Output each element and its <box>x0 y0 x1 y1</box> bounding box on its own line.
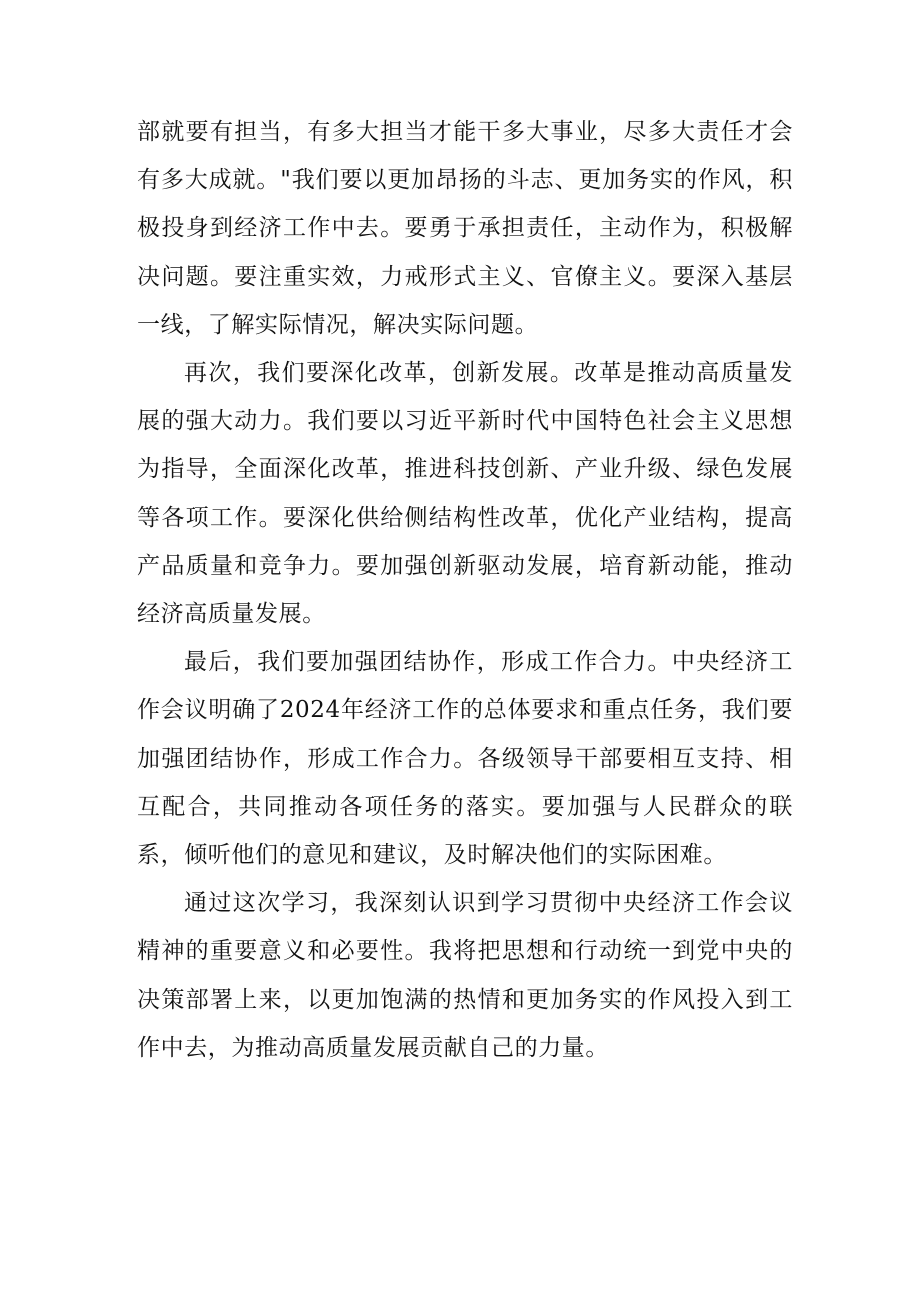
paragraph-reform: 再次，我们要深化改革，创新发展。改革是推动高质量发展的强大动力。我们要以习近平新时代中国特色社会主义思想为指导，全面深化改革，推进科技创新、产业升级、绿色发展等各项工作。要深化供给侧结构性改革，优化产业结构，提高产品质量和竞争力。要加强创新驱动发展，培育新动能，推动经济高质量发展。 <box>137 360 793 628</box>
document-body <box>137 108 793 1072</box>
paragraph-conclusion: 通过这次学习，我深刻认识到学习贯彻中央经济工作会议精神的重要意义和必要性。我将把思想和行动统一到党中央的决策部署上来，以更加饱满的热情和更加务实的作风投入到工作中去，为推动高质量发展贡献自己的力量。 <box>137 890 793 1061</box>
paragraph-cooperation: 最后，我们要加强团结协作，形成工作合力。中央经济工作会议明确了2024年经济工作的总体要求和重点任务，我们要加强团结协作，形成工作合力。各级领导干部要相互支持、相互配合，共同推动各项任务的落实。要加强与人民群众的联系，倾听他们的意见和建议，及时解决他们的实际困难。 <box>137 649 793 869</box>
paragraph-continuation: 部就要有担当，有多大担当才能干多大事业，尽多大责任才会有多大成就。"我们要以更加昂扬的斗志、更加务实的作风，积极投身到经济工作中去。要勇于承担责任，主动作为，积极解决问题。要注重实效，力戒形式主义、官僚主义。要深入基层一线，了解实际情况，解决实际问题。 <box>137 119 793 338</box>
